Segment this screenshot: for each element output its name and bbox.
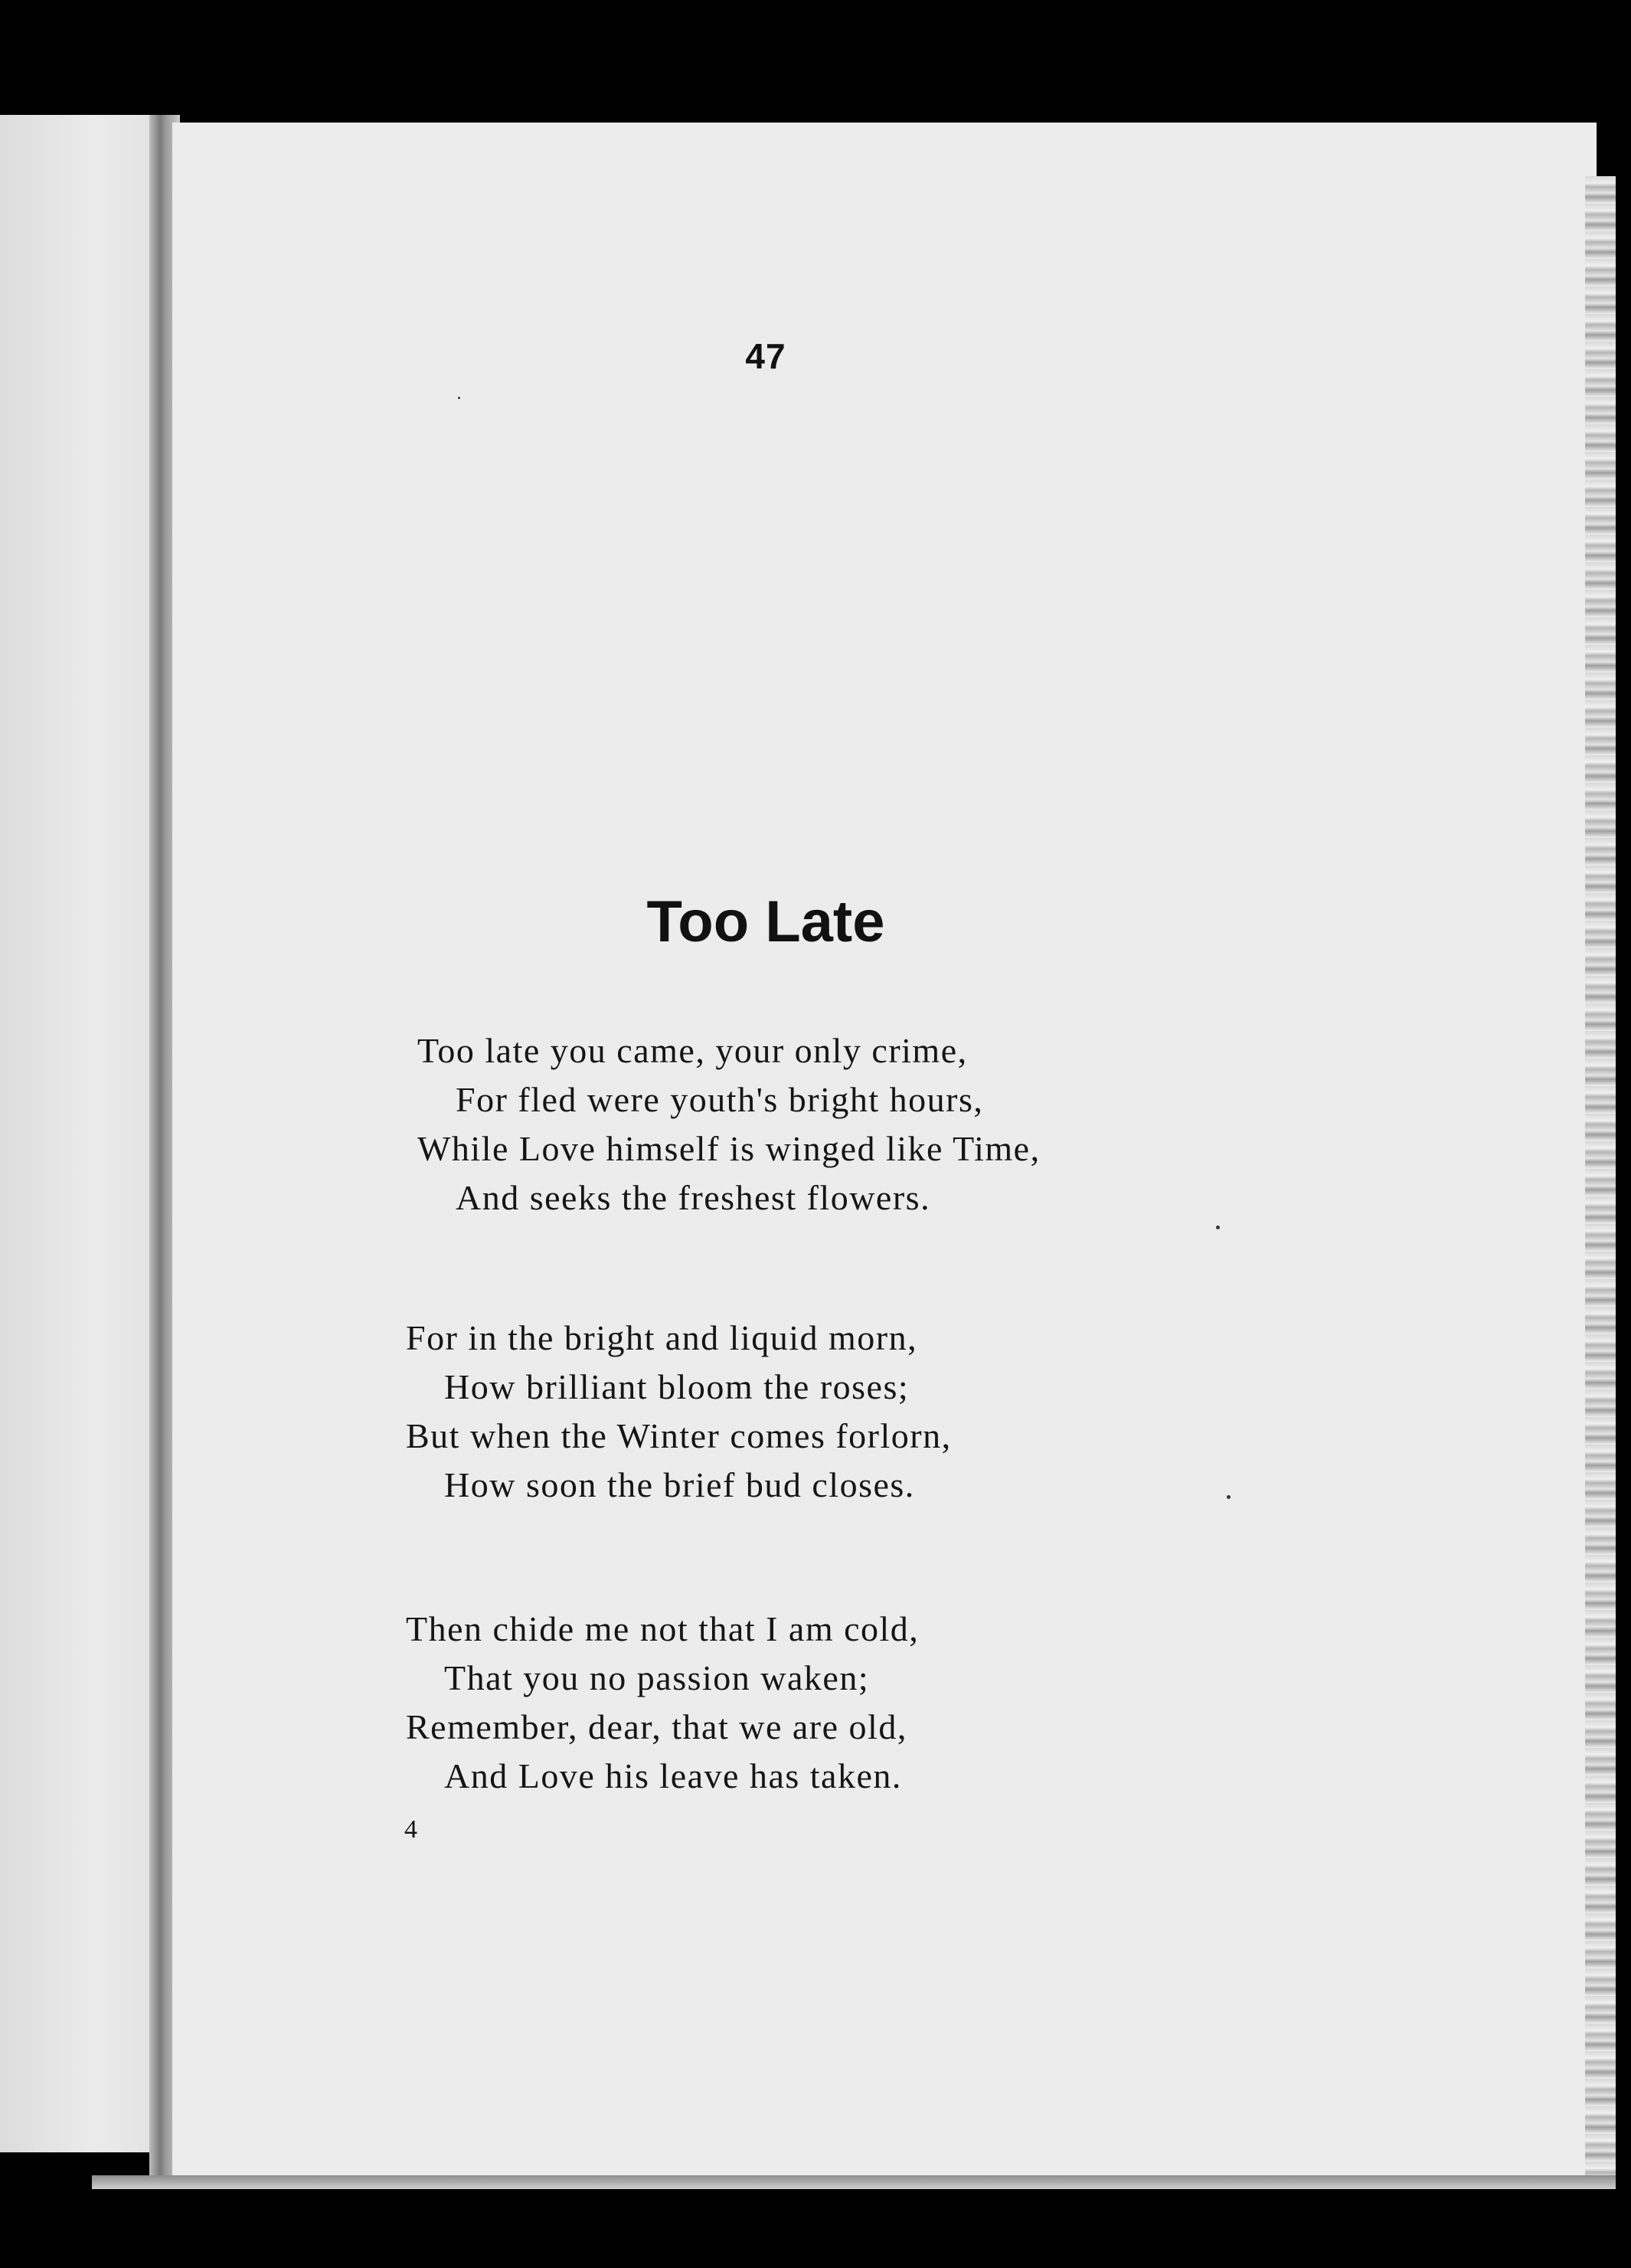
stanza-2: [406, 1314, 952, 1510]
page-bottom-edge: [92, 2175, 1616, 2189]
stanza-1: [417, 1026, 1041, 1222]
poem-line: That you no passion waken;: [444, 1658, 870, 1697]
poem-line: And seeks the freshest flowers.: [456, 1178, 931, 1217]
poem-line: Too late you came, your only crime,: [417, 1031, 968, 1070]
signature-mark: 4: [404, 1815, 417, 1844]
poem-line: While Love himself is winged like Time,: [417, 1129, 1041, 1168]
page-block-edge: [1585, 176, 1616, 2183]
poem-line: How soon the brief bud closes.: [444, 1465, 915, 1504]
poem-title: Too Late: [646, 889, 885, 954]
poem-line: Then chide me not that I am cold,: [406, 1609, 920, 1648]
facing-page: [0, 115, 157, 2152]
poem-line: For in the bright and liquid morn,: [406, 1318, 918, 1357]
poem-line: How brilliant bloom the roses;: [444, 1367, 910, 1406]
page-number: 47: [745, 336, 786, 376]
paper-speck: [458, 397, 460, 399]
stanza-3: [406, 1605, 919, 1801]
poem-line: And Love his leave has taken.: [444, 1756, 902, 1795]
paper-speck: [1216, 1226, 1220, 1229]
poem-line: For fled were youth's bright hours,: [456, 1080, 984, 1119]
poem-line: But when the Winter comes forlorn,: [406, 1416, 952, 1455]
poem-line: Remember, dear, that we are old,: [406, 1707, 907, 1746]
paper-speck: [1227, 1495, 1231, 1499]
